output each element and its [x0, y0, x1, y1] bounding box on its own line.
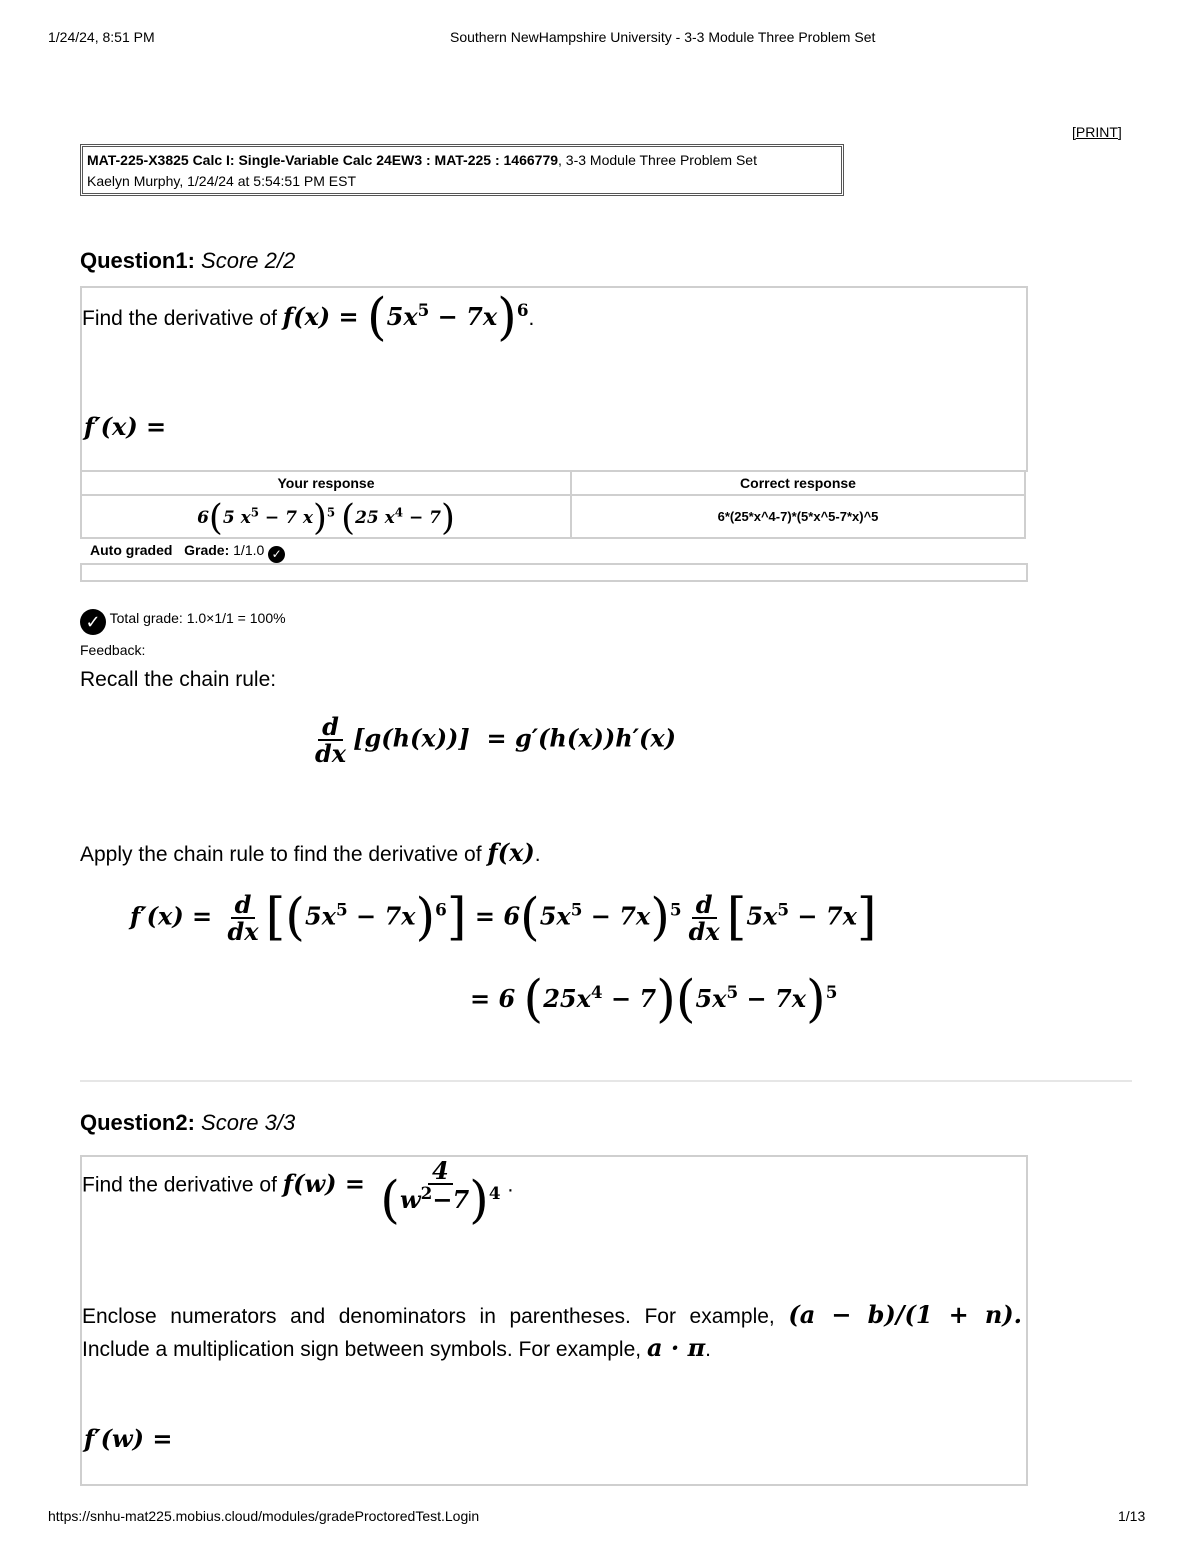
grade-label: Grade: — [184, 542, 230, 558]
total-grade-check-icon: ✓ — [80, 609, 106, 635]
instruction1: Enclose numerators and denominators in parentheses. For example, — [82, 1305, 775, 1328]
chain-rule-formula: $\frac{d}{dx}$ [g(h(x))] = g′(h(x))h′(x) — [315, 712, 677, 769]
course-name: MAT-225-X3825 Calc I: Single-Variable Calc 24EW3 : MAT-225 : 1466779 — [87, 152, 559, 168]
question1-label: Question1: — [80, 248, 195, 273]
question1-heading — [80, 248, 295, 274]
question1-answer-label: f′(x) = — [84, 412, 167, 441]
instruction2-example: a · π — [646, 1333, 706, 1362]
instruction1-example: (a − b)/(1 + n). — [788, 1300, 1022, 1329]
question2-answer-label: f′(w) = — [84, 1424, 173, 1453]
auto-graded-label: Auto graded — [90, 542, 173, 558]
question2-label: Question2: — [80, 1110, 195, 1135]
question-divider — [80, 1080, 1132, 1082]
instruction-line-1 — [82, 1300, 1022, 1329]
grade-value: 1/1.0 — [233, 542, 265, 558]
course-info-box — [80, 144, 844, 196]
instruction2: Include a multiplication sign between symbols. For example, — [82, 1338, 642, 1361]
question1-score: Score 2/2 — [201, 248, 296, 273]
student-line: Kaelyn Murphy, 1/24/24 at 5:54:51 PM EST — [87, 173, 357, 189]
apply-line: Apply the chain rule to find the derivative of f(x). — [80, 838, 541, 867]
derivation-line-2: = 6 $(25x^4 - 7)(5x^5 - 7x)^5$ — [470, 969, 838, 1029]
recall-text: Recall the chain rule: — [80, 668, 277, 691]
your-response-cell: 6(5 $x^5 - 7$ x)$^5$ (25 $x^4 - 7$) — [81, 495, 571, 538]
apply-text: Apply the chain rule to find the derivative of — [80, 843, 482, 866]
correct-response-header: Correct response — [571, 471, 1025, 495]
assignment-name: , 3-3 Module Three Problem Set — [558, 152, 757, 168]
question2-score: Score 3/3 — [201, 1110, 296, 1135]
check-icon: ✓ — [268, 546, 285, 563]
derivation-line-1: f′(x) = $\frac{d}{dx}$ $[(5x^5 - 7x)^6] = 6(5x^5 - 7x)^5$ $\frac{d}{dx}$ $[5x^5 - 7x]$ — [130, 886, 877, 947]
question2-prompt-line: Find the derivative of f(w) = $\frac{4}{(w^2-7)^4}$ . — [82, 1156, 514, 1230]
print-url: https://snhu-mat225.mobius.cloud/modules/gradeProctoredTest.Login — [48, 1508, 480, 1524]
correct-response-cell: 6*(25*x^4-7)*(5*x^5-7*x)^5 — [571, 495, 1025, 538]
page-number: 1/13 — [1118, 1508, 1146, 1524]
total-grade-line — [80, 609, 286, 635]
question1-function: $f(x) = (5x^5 - 7x)^6$ — [282, 287, 529, 347]
print-title: Southern NewHampshire University - 3-3 Module Three Problem Set — [450, 29, 876, 45]
question1-response-table — [80, 470, 1026, 539]
question1-prompt: Find the derivative of — [82, 307, 277, 330]
question2-function: f(w) = $\frac{4}{(w^2-7)^4}$ — [282, 1156, 501, 1230]
total-grade: Total grade: 1.0×1/1 = 100% — [109, 610, 286, 626]
apply-function: f(x) — [487, 838, 535, 867]
question1-prompt-line: Find the derivative of $f(x) = (5x^5 - 7x)^6$. — [82, 287, 535, 347]
question1-answer-strip — [80, 563, 1028, 582]
feedback-label: Feedback: — [80, 642, 146, 658]
instruction-line-2: Include a multiplication sign between symbols. For example, a · π. — [82, 1333, 711, 1362]
grade-line — [90, 542, 285, 563]
question2-heading — [80, 1110, 295, 1136]
question2-prompt: Find the derivative of — [82, 1173, 277, 1197]
print-timestamp: 1/24/24, 8:51 PM — [48, 29, 155, 45]
your-response-header: Your response — [81, 471, 571, 495]
print-link[interactable]: [PRINT] — [1072, 124, 1122, 140]
